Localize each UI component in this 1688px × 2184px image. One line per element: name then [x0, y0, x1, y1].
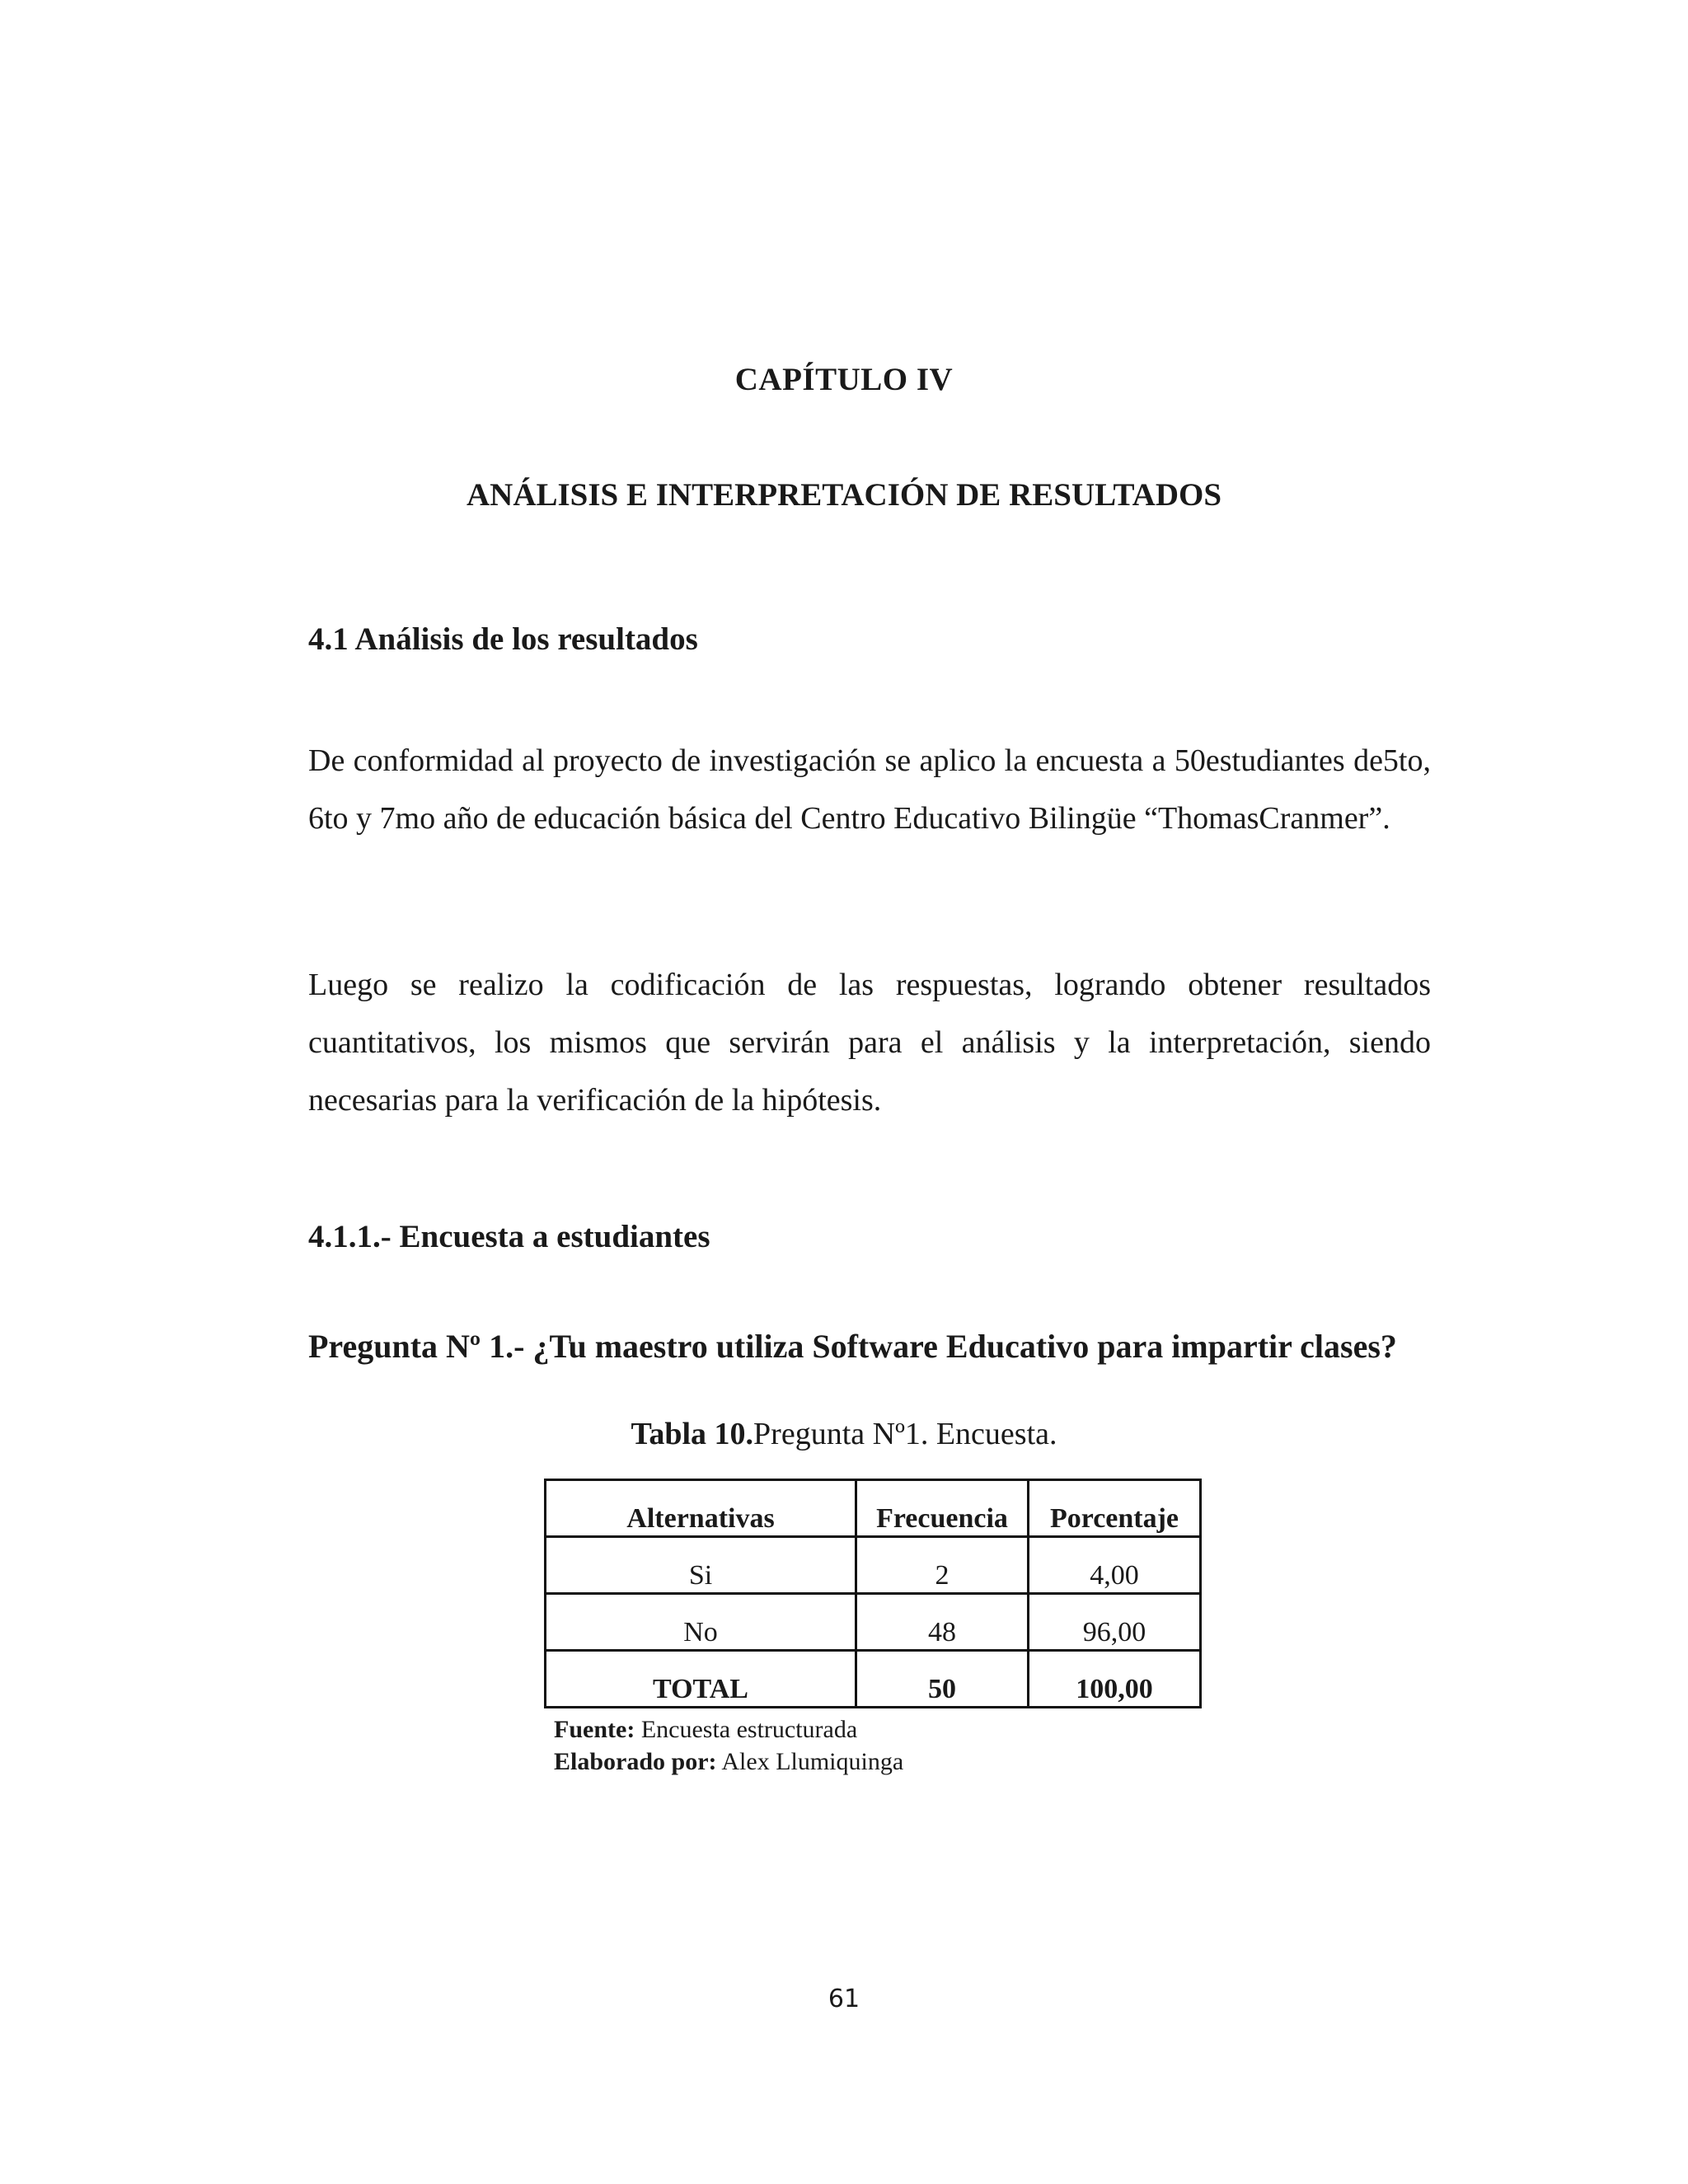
cell-frecuencia: 48 [856, 1594, 1029, 1651]
source-line [554, 1716, 857, 1744]
table-caption [0, 1416, 1688, 1452]
cell-alternativa: Si [546, 1537, 856, 1594]
cell-porcentaje: 4,00 [1029, 1537, 1201, 1594]
table-caption-text: Pregunta Nº1. Encuesta. [753, 1417, 1057, 1451]
header-frecuencia: Frecuencia [856, 1480, 1029, 1537]
paragraph-coding: Luego se realizo la codificación de las respuestas, logrando obtener resultados cuantitativos, los mismos que servirán para el análisis y la interpretación, siendo necesarias para la verificación de la hipótesis. [308, 968, 1431, 1118]
header-porcentaje: Porcentaje [1029, 1480, 1201, 1537]
table-header-row [546, 1480, 1201, 1537]
cell-total-porcentaje: 100,00 [1029, 1651, 1201, 1708]
source-label: Fuente: [554, 1716, 635, 1743]
author-label: Elaborado por: [554, 1748, 717, 1775]
source-value: Encuesta estructurada [635, 1716, 858, 1743]
paragraph-intro: De conformidad al proyecto de investigación se aplico la encuesta a 50estudiantes de5to, 6to y 7mo año de educación básica del Centro Educativo Bilingüe “ThomasCranmer”. [308, 743, 1431, 836]
header-alternativas: Alternativas [546, 1480, 856, 1537]
cell-alternativa: No [546, 1594, 856, 1651]
table-total-row [546, 1651, 1201, 1708]
chapter-title: CAPÍTULO IV [734, 362, 954, 397]
table-row [546, 1537, 1201, 1594]
author-line [554, 1748, 903, 1776]
cell-frecuencia: 2 [856, 1537, 1029, 1594]
subsection-heading: 4.1.1.- Encuesta a estudiantes [308, 1219, 710, 1254]
results-table [544, 1479, 1202, 1708]
survey-question: Pregunta Nº 1.- ¿Tu maestro utiliza Software Educativo para impartir clases? [308, 1328, 1397, 1365]
author-value: Alex Llumiquinga [716, 1748, 904, 1775]
chapter-subtitle: ANÁLISIS E INTERPRETACIÓN DE RESULTADOS [466, 477, 1222, 513]
cell-porcentaje: 96,00 [1029, 1594, 1201, 1651]
table-caption-number: Tabla 10. [631, 1417, 754, 1451]
section-heading: 4.1 Análisis de los resultados [308, 621, 698, 657]
table-row [546, 1594, 1201, 1651]
cell-total-frecuencia: 50 [856, 1651, 1029, 1708]
page-number: 61 [828, 1985, 860, 2013]
cell-total-label: TOTAL [546, 1651, 856, 1708]
